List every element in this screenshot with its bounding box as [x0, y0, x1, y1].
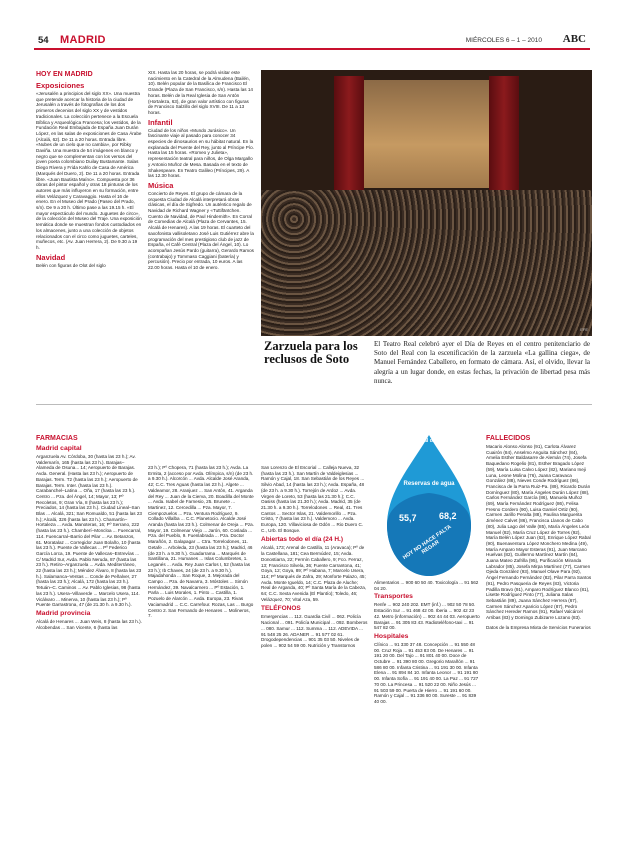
caption-text: El Teatro Real celebró ayer el Día de Reyes en el centro penitenciario de Soto del Real con la escenificación de la zarzuela «La gallina ciega», de Manuel Fernández Caballero, en formato de cámara. Así, el olvido, llevar la alegría a un lugar donde, en estas fechas, la privación de libertad pesa más nunca.	[374, 340, 590, 385]
telefonos-text: Emergencias ... 112. Guardia Civil ... 062. Policía Nacional ... 091. Policía Municipal ... 092. Bomberos ... 080. Samur ... 112. Summa ... 112. ADEVIDA ... 91 548 25 26. ADANER ... 91 577 02 61. Drogodependencias ... 901 35 03 50. Niveles de polen ... 902 54 59 00. Nutrición y Transtornos	[261, 614, 368, 648]
audience-area	[261, 190, 592, 336]
farmacias-label: FARMACIAS	[36, 435, 78, 442]
hoy-column	[36, 70, 142, 370]
page-number: 54	[38, 35, 49, 46]
servicios-column	[374, 580, 480, 845]
section-divider	[36, 404, 592, 405]
fallecidos-text: Macario Alonso Alonso (91), Carlota Álvarez Cuairón (84), Anselmo Anguita Sánchez (84), Amelia Esther Baldasarre de Alemán (74), Josefa Baquedano Rogelio (81), Esther Bragado López (59), María Luisa Calvo López (82), Mariano Ineji Luna, Leone Molina (76), Juana Caravaca González (88), Nieves Conde Rodríguez (86), Francisca de la Parra Ruiz-Pa. (89), Ricardo Durán Domínguez (80), María Ángeles Durán López (88), Carlos Fernández García (86), Manuela Muñoz (69), María Fernández Rodríguez (86), Felisa Fresno Cordero (90), Luisa Gamiel Ortiz (90), Carmen Jarillo Peralta (88), Paulina Marguerita Jiménez Calvet (86), Francisca Llanos de Cabo (80), Julia Lago del Valle (85), María Ángeles León Manuel (82), María Cruz López de Torres (92), María Belén López Juan (62), Enrique López Rabal (90), Buenaventura López Monchero Medina (49), María Amparo Mayor Esteras (91), Juan Marcano Huelvas (82), Guillermo Martínez Martín (84), Juana Mateo Zafrilla (95), Purificación Miranda Labrador (85), Josefa Mirpa Martínez (77), Carmen Ojeda González (93), Manuel Olave Para (92), Ángel Fernando Fernández (82), Pilar Parra Santos (91), Pedro Pasqueria de Reyes (83), Victoria Padilla Bravo (91), Amparo Rodríguez Blanco (81), Lisette Rodríguez Pinto (77), Juliana Salas Sebastián (89), Juana Sánchez Herrera (67), Carmen Sánchez Aparicio López (87), Pedro Sánchez Hereder Ramos (91), Rafael Valcárcel Arribas (83) y Domingo Zubizarre Lozano (83).	[486, 444, 592, 621]
photo-credit: EFE	[580, 327, 588, 332]
water-subtitle: Reservas de agua	[403, 481, 455, 487]
servicios-top-text: Alimentarios ... 900 60 50 40. Toxicología ... 91 562 04 20.	[374, 580, 479, 591]
newspaper-logo: ABC	[562, 33, 586, 45]
water-slogan: HOY NO HACE FALTA REGAR	[401, 524, 453, 561]
madrid-provincia-heading: Madrid provincia	[36, 609, 91, 617]
farmacias-column-1	[36, 434, 142, 844]
water-drop-icon	[385, 433, 473, 578]
navidad-text: Belén con figuras de Olot del siglo	[36, 262, 106, 268]
fallecidos-footer: Datos de la Empresa Mixta de Servicios Funerarios	[486, 624, 591, 630]
musica-text: Concierto de Reyes. El grupo de cámara de la orquesta Ciudad de Alcalá interpretará obras clásicas, el día de Sigfredo. Un auténtico regalo de Navidad de Richard Wagner y «Tuttifäntchen. Cuento de Navidad, de Paul Hindemith». En Corral de Comedias de Alcalá (Plaza de Cervantes, 15. Alcalá de Henares). A las 19 horas. El cuarteto del saxofonista vallisoletano José Luis Gutiérrez abre la programación del mes prestigioso club de jazz de España, el Café Central (Plaza del Ángel, 10). Lo acompañan Jesús Pardo (guitarra), Gerardo Ramos (contrabajo) y Tommaso Caggiani (batería) y percusión). Precio por entrada, 10 euros. A las 22.00 horas. Hasta el 10 de enero.	[148, 190, 254, 271]
abiertas-text: Alcalá, 173; Arenal de Castilla, 11 (Aravaca); Pº de la Castellana, 181; Cea Bermúdez, 15; Avda. Donostiarra, 22; Fermín Caballero, 9; Fco. Ferraz, 13; Francisco Silvela, 36; Fuente Carrantona, 41; Goya, 12; Goya, 89; Pº Habana, 7; Marcelo Usera, 114; Pº Marqués de Zafra, 29; Monforte Palazo, 45; Avda. Monte Igueldo, 14; C.C. Plaza de Aluche; Real de Arganda, 40; Pº Santa María de la Cabeza, 64; C.C. Sexta Avenida (El Plantío); Toledo, 46; Velázquez, 70; Vital Aza, 59.	[261, 545, 367, 602]
water-reserves-graphic	[385, 433, 473, 578]
curtain-left	[334, 76, 364, 196]
musica-heading: Música	[148, 180, 174, 190]
farmacias-provincia-text: Alcalá de Henares ... Juan Weis, 8 (hasta las 23 h.). Alcobendas ... San Vicente, 6 (hasta las	[36, 618, 142, 630]
farmacias-provincia-end: San Lorenzo de El Escorial ... Calleja Nueva, 32 (hasta las 23 h.). San Martín de Valdeiglesias ... Ramón y Cajal, 18. San Sebastián de los Reyes ... Silvio Abad, 14 (hasta las 23 h.); Avda. España, 48 (de 23 h. a 9.30 h.). Torrejón de Ardoz ... Avda. Virgen de Loreto, 53 (hasta las 21.30 h.); C.C. Oasiss (hasta las 21.30 h.); Avda. Madrid, 35 (de 21.30 h. a 9.30 h.). Torrelodones ... Real, 41. Tres Cantos ... Sector Islas, 21. Valdemorillo ... Pza. Cristo, 7 (hasta las 23 h.). Valdemoro ... Avda. Europa, 120. Villaviciosa de Odón ... Rio Duero C. C., Urb. El Bosque.	[261, 465, 365, 533]
exposiciones-heading: Exposiciones	[36, 81, 85, 90]
abiertas-heading: Abiertas todo el día (24 H.)	[261, 536, 343, 544]
transportes-text: Renfe ... 902 240 202. EMT (inf.) ... 902 50 78 50. Estación Sur ... 91 468 42 00. Iberia ... 902 42 23 42. Metro (información) ... 902 44 44 03. Aeropuerto Barajas ... 91 305 83 43. Radioteléfono-taxi ... 91 547 82 00.	[374, 602, 480, 631]
hospitales-heading: Hospitales	[374, 632, 409, 640]
issue-date: MIÉRCOLES 6 – 1 – 2010	[465, 37, 542, 44]
infantil-text: Ciudad de los niños «Mundo Jurásico». Un fascinante viaje al pasado para conocer 34 especies de dinosaurios en su hábitat natural. En la explanada del Puente del Rey, junto al Príncipe Pío. Hasta las 15 horas. «Romeo y Julieta», representación teatral para niños, de Olga Margallo y Antonio Muñoz de Mesa. Basada en el texto de Shakespeare. En Teatro Galileo (Príncipes, 29). A las 12.30 horas.	[148, 127, 254, 179]
header-rule	[34, 48, 590, 50]
infantil-heading: Infantil	[148, 117, 173, 127]
water-level-last-year: 68,2	[439, 511, 457, 521]
water-level-2009: 55,7	[399, 513, 417, 523]
farmacias-provincia-continued: 23 h.); Pº Chopera, 71 (hasta las 23 h.); Avda. La Ermita, 2 (acceso por Avda. Olímpica, s/n) (de 23 h. a 9.30 h.). Alcorcón ... Avda. Alcalde José Aranda, 42; C.C. Tres Aguas (hasta las 23 h.). Algete ... Valdeamor, 28. Aranjuez ... San Antón, 41. Arganda del Rey ... Juan de la Cierva, 20. Boadilla del Monte ... Avda. Isabel de Farnesio, 25. Brunete ... Martinez, 12. Cercedilla ... Pza. Mayor, 7. Ciempozuelos ... Pza. Ventura Rodríguez, 9. Collado Villalba ... C.C. Planetocio. Alcalde José Aranda (hasta las 23 h.). Colmenar de Oreja ... Pza. Mayor, 19. Colmenar Viejo ... Jarón, 60. Coslada ... Pza. del Pueblo, 9. Fuenlabrada ... Pza. Doctor Marañón, 2. Galapagar ... Ctra. Torrelodones, 11. Getafe ... Arboleda, 23 (hasta las 23 h.); Madrid, 46 (de 23 h. a 9.30 h.). Guadarrama ... Marqués de Santillana, 21. Humanes ... Islas Columbretes, 1. Leganés ... Avda. Rey Juan Carlos I, 52 (hasta las 23 h.); Ib Chaves, 24 (de 23 h. a 9.30 h.). Majadahonda ... San Roque, 3. Mejorada del Campo ... Pza. de Navarra, 3. Móstoles ... Simón Hernández, 39. Navalcarnero ... Pº Estación, 1. Parla ... Luis Morales, 1. Pinto ... Castilla, 1. Pozuelo de Alarcón ... Avda. Europa, 23. Rivas Vaciamadrid ... C.C. Carrefour. Rozas, Las ... Burgo Centro 2. San Fernando de Henares ... Molineros, 7.	[148, 465, 254, 619]
farmacias-column-3	[261, 465, 368, 845]
water-title: Canal de Isabel II	[414, 438, 456, 444]
telefonos-heading: TELÉFONOS	[261, 605, 301, 613]
farmacias-column-2	[148, 465, 254, 845]
hoy-label: HOY EN MADRID	[36, 71, 93, 78]
madrid-capital-heading: Madrid capital	[36, 445, 82, 452]
navidad-heading: Navidad	[36, 252, 66, 262]
belenes-text: XIX. Hasta las 20 horas, se podrá visitar este nacimiento en la Catedral de la Almudena (Bailén, 10). Belén popular de la Basílica de Francisco El Grande (Plaza de San Francisco, s/n). Hasta las 14 horas. Belén de la Real Iglesia de San Antón (Hortaleza, 63), de gran valor artístico con figuras de Francisco Salzillo del siglo XVIII. De 11 a 13 horas.	[148, 70, 253, 115]
exposiciones-text: «Jerusalén a principios del siglo XX». Una muestra que pretende acercar la historia de la ciudad de Jerusalén a través de fotografías de los dos primeros decenios del siglo XX y de vestidos tradicionales. La colección pertenece a la Escuela Bíblica y Arqueológica Francesa; los vestidos, de la Fundación Real Embajada de España Juan Durán López, en las salas de exposiciones de Casa Árabe (Alcalá, 62). De 11 a 20 horas. Entrada libre. «Nubes de un cielo que no cambia», por Ribky Daviña. Una muestra de 54 imágenes en blanco y negro que se complementan con los versos del joven poeta colombiano Duilay Bustamante. Salas Diego Rivera y Frida Kahlo de Casa de América (Marqués del Duero, 2). De 11 a 20 horas. Entrada libre. «Juan Bautista Maíno». Compuesta por 36 obras del pintor español y otras 18 pinturas de los autores que más influyeron en su formación, entre ellos Velázquez y Caravaggio. Hasta el 16 de enero. En el Museo del Prado (Paseo del Prado, s/n). De 9 a 20 h. Último pase a las 19.15 h. «El mayor espectáculo del mundo. Juguetes de circo», de la colección del Museo del Traje. Una exposición temática donde se muestran fondos custodiados en los almacenes, junto a una colección de objetos relacionados con el circo como juguetes, carteles, muñecos, etc. (Av. Juan Herrera, 2). De 9.30 a 19 h.	[36, 91, 142, 250]
zarzuela-photo	[261, 70, 592, 336]
hospitales-text: Clínico ... 91 330 37 48. Concepción ... 91 550 48 00. Cruz Roja ... 91 453 83 00. De Henares ... 91 191 20 00. Del Tajo ... 91 801 40 00. Doce de Octubre ... 91 390 80 00. Gregorio Marañón ... 91 586 80 00. Infanta Cristina ... 91 191 30 00. Infanta Elena ... 91 894 84 10. Infanta Leonor ... 91 191 80 00. Infanta Sofía ... 91 191 40 00. La Paz ... 91 727 70 00. La Princesa ... 91 520 22 00. Niño Jesús ... 91 503 59 00. Puerta de Hierro ... 91 191 60 00. Ramón y Cajal ... 91 336 80 00. Sureste ... 91 839 40 00.	[374, 641, 479, 704]
fallecidos-label: FALLECIDOS	[486, 435, 531, 442]
caption-title: Zarzuela para los reclusos de Soto	[264, 339, 358, 366]
curtain-right	[489, 76, 519, 196]
transportes-heading: Transportes	[374, 593, 413, 601]
fallecidos-column	[486, 434, 592, 844]
farmacias-capital-text: Arganzuela Av. Córdoba, 30 (hasta las 23 h.); Av. Valdemarín, 165 (hasta las 23 h.). Barajas–Alameda de Osuna... 14; Aeropuerto de Barajas. Avda. General. (Hasta las 23 h.); Aeropuerto de Barajas. Term. T2 (hasta las 23 h.); Aeropuerto de Barajas. Term. Inter. (hasta las 23 h.). Carabanchel–Latina ... Oña, 17 (hasta las 23 h.). Centro ... Pza. del Ángel, 14; Mayor, 13; Pº Recoletos, 9; Gran Vía, 8 (hasta las 23 h.); Preciados, 14 (hasta las 23 h.). Ciudad Lineal–San Blas ... Alcalá, 321; San Romualdo, 51 (hasta las 23 h.); Alcalá, 326 (hasta las 23 h.). Chamartín–Hortaleza ... Avda. Manoteras, 16; Pº Serrano, 222 (hasta las 23 h.). Chamberí–Moncloa ... Fuencarral, 114. Fuencarral–Barrio del Pilar ... Av. Betanzos, 61. Moratalaz ... Corregidor Juan Bolaño, 10 (hasta las 23 h.). Puente de Vallecas ... Pº Federico García Lorca, 19. Puente de Vallecas–Entrevías ... C/ Madrid Sur, Avda. Pablo Neruda, 87 (hasta las 23 h.). Retiro–Arganzuela ... Avda. Mediterráneo, 22 (hasta las 23 h.); Méndez Álvaro, 8 (hasta las 23 h.). Salamanca–Ventas ... Conde de Peñalver, 27 (hasta las 23 h.); Alcalá, 172 (hasta las 23 h.). Tetuán–C. Caminos ... Av. Pablo Iglesias, 98 (hasta las 23 h.). Usera–Villaverde ... Marcelo Usera, 114. Vicálvaro ... Minerva, 10 (hasta las 23 h.); Pº Puente Garrastrona, 47 (de 21.30 h. a 9.30 h.).	[36, 454, 142, 608]
agenda-column-2	[148, 70, 254, 370]
section-title: MADRID	[60, 34, 106, 46]
stage-area	[354, 80, 506, 188]
page-header	[34, 34, 590, 48]
